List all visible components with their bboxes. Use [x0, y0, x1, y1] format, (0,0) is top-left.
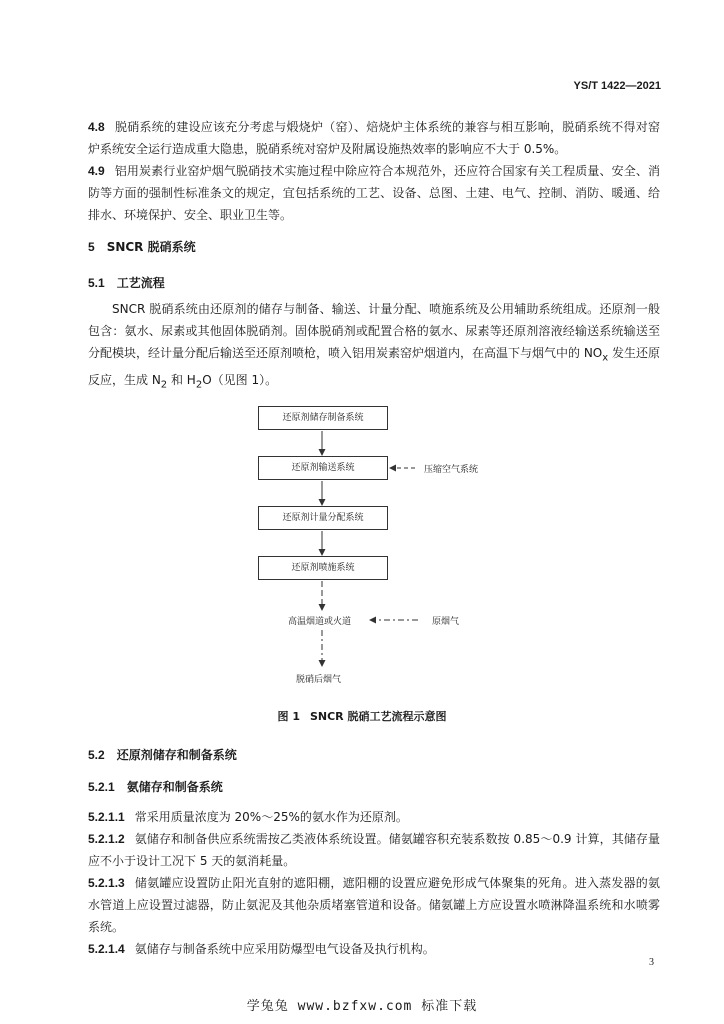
section-5-2-1-heading	[88, 778, 223, 795]
section-5-heading	[88, 238, 196, 255]
section-number: 5.2	[88, 748, 105, 762]
page-number: 3	[649, 957, 654, 968]
section-title: 还原剂储存和制备系统	[116, 748, 237, 762]
standard-number: YS/T 1422—2021	[573, 80, 661, 92]
clause-5-2-1-1	[88, 806, 660, 828]
section-title: 氨储存和制备系统	[126, 780, 223, 794]
paragraph-text: 发生还原反应，生成 N	[88, 346, 660, 388]
section-5-1-heading	[88, 274, 165, 291]
section-5-2-heading	[88, 746, 237, 763]
flow-arrows	[200, 398, 520, 698]
figure-number: 图 1	[277, 710, 300, 723]
clause-block-5-2-1	[88, 806, 660, 960]
clause-5-2-1-4	[88, 938, 660, 960]
clause-text: 脱硝系统的建设应该充分考虑与煅烧炉（窑）、焙烧炉主体系统的兼容与相互影响，脱硝系统不得对窑炉系统安全运行造成重大隐患，脱硝系统对窑炉及附属设施热效率的影响应不大于 0.5%。	[88, 120, 660, 156]
clause-text: 氨储存和制备供应系统需按乙类液体系统设置。储氨罐容积充装系数按 0.85～0.9 计算，其储存量应不小于设计工况下 5 天的氨消耗量。	[88, 832, 660, 868]
footer-watermark: 学兔兔 www.bzfxw.com 标准下载	[246, 999, 478, 1014]
figure-title: SNCR 脱硝工艺流程示意图	[309, 710, 447, 723]
subscript: 2	[160, 379, 168, 391]
flow-box-storage: 还原剂储存制备系统	[258, 406, 388, 430]
subscript: x	[602, 352, 609, 364]
clause-text: 氨储存与制备系统中应采用防爆型电气设备及执行机构。	[134, 942, 435, 956]
raw-flue-gas-label: 原烟气	[432, 617, 460, 627]
clause-text: 储氨罐应设置防止阳光直射的遮阳棚，遮阳棚的设置应避免形成气体聚集的死角。进入蒸发器的氨水管道上应设置过滤器，防止氨泥及其他杂质堵塞管道和设备。储氨罐上方应设置水喷淋降温系统和水喷雾系统。	[88, 876, 660, 934]
clause-number: 4.9	[88, 164, 105, 178]
clause-number: 5.2.1.2	[88, 832, 125, 846]
flow-box-metering: 还原剂计量分配系统	[258, 506, 388, 530]
compressed-air-label: 压缩空气系统	[424, 465, 479, 475]
paragraph-text: O（见图 1）。	[202, 373, 278, 388]
section-number: 5.2.1	[88, 780, 115, 794]
clause-4-9	[88, 160, 660, 226]
subscript: 2	[195, 379, 203, 391]
paragraph-text: SNCR 脱硝系统由还原剂的储存与制备、输送、计量分配、喷施系统及公用辅助系统组成。还原剂一般包含：氨水、尿素或其他固体脱硝剂。固体脱硝剂或配置合格的氨水、尿素等还原剂溶液经输送系统输送至分配模块，经计量分配后输送至还原剂喷枪，喷入铝用炭素窑炉烟道内，在高温下与烟气中的 NO	[88, 302, 660, 360]
clause-5-2-1-2	[88, 828, 660, 872]
flow-diagram	[200, 398, 520, 698]
section-5-1-body	[88, 298, 660, 397]
clause-text: 常采用质量浓度为 20%～25%的氨水作为还原剂。	[134, 810, 408, 824]
treated-gas-label: 脱硝后烟气	[296, 675, 342, 685]
clause-number: 5.2.1.3	[88, 876, 125, 890]
flue-label: 高温烟道或火道	[288, 617, 352, 627]
section-title: SNCR 脱硝系统	[106, 240, 196, 254]
paragraph	[88, 298, 660, 397]
section-number: 5.1	[88, 276, 105, 290]
clause-5-2-1-3	[88, 872, 660, 938]
flow-box-spraying: 还原剂喷施系统	[258, 556, 388, 580]
clause-number: 5.2.1.1	[88, 810, 125, 824]
section-title: 工艺流程	[116, 276, 165, 290]
section-number: 5	[88, 240, 95, 254]
clause-4-8	[88, 116, 660, 160]
flow-box-transport: 还原剂输送系统	[258, 456, 388, 480]
clause-block-4	[88, 116, 660, 226]
figure-caption	[0, 708, 724, 724]
clause-number: 5.2.1.4	[88, 942, 125, 956]
paragraph-text: 和 H	[167, 373, 196, 388]
clause-number: 4.8	[88, 120, 105, 134]
clause-text: 铝用炭素行业窑炉烟气脱硝技术实施过程中除应符合本规范外，还应符合国家有关工程质量、安全、消防等方面的强制性标准条文的规定，宜包括系统的工艺、设备、总图、土建、电气、控制、消防、暖通、给排水、环境保护、安全、职业卫生等。	[88, 164, 660, 222]
